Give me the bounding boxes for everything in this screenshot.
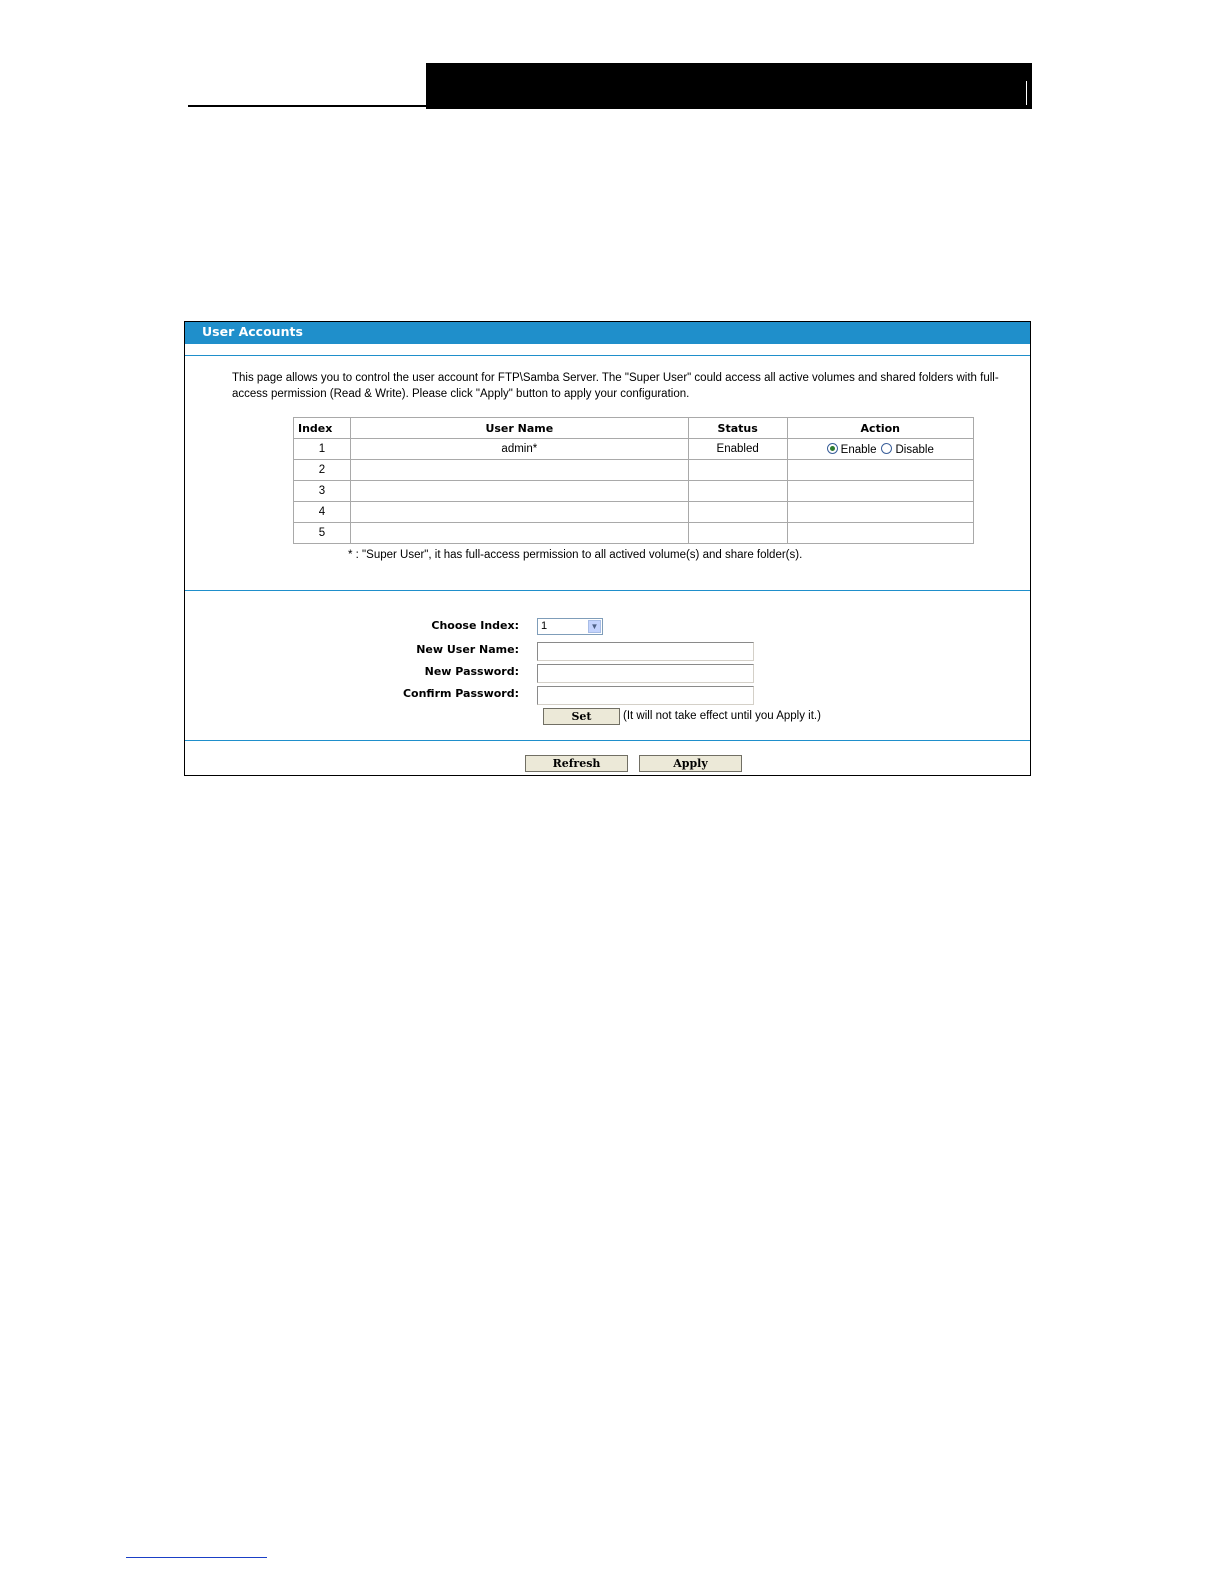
row-index: 4 [294, 502, 351, 523]
confirm-password-label: Confirm Password: [402, 687, 519, 700]
row-action [787, 439, 973, 460]
set-note: (It will not take effect until you Apply it.) [623, 710, 821, 722]
row-action [787, 502, 973, 523]
table-row [294, 502, 974, 523]
table-row [294, 523, 974, 544]
header-action: Action [787, 418, 973, 439]
divider-middle [185, 590, 1030, 591]
row-user-name [350, 502, 688, 523]
choose-index-value: 1 [541, 620, 548, 632]
row-action [787, 460, 973, 481]
intro-text: This page allows you to control the user account for FTP\Samba Server. The "Super User" could access all active volumes and shared folders with full-access permission (Read & Write). Please click "Apply" button to apply your configuration. [232, 372, 999, 400]
header-user-name: User Name [350, 418, 688, 439]
row-user-name [350, 481, 688, 502]
table-row [294, 481, 974, 502]
choose-index-label: Choose Index: [431, 619, 519, 632]
panel-title: User Accounts [185, 322, 1030, 344]
new-user-name-label: New User Name: [416, 643, 519, 656]
table-row [294, 439, 974, 460]
row-status [688, 523, 787, 544]
doc-footer-rule [126, 1557, 267, 1558]
row-status [688, 460, 787, 481]
row-status: Enabled [688, 439, 787, 460]
doc-header-bar-edge [1026, 81, 1027, 105]
enable-label: Enable [840, 443, 877, 456]
row-user-name: admin* [350, 439, 688, 460]
user-accounts-panel [184, 321, 1031, 776]
row-index: 2 [294, 460, 351, 481]
header-status: Status [688, 418, 787, 439]
chevron-down-icon[interactable]: ▼ [588, 620, 601, 633]
disable-label: Disable [895, 443, 934, 456]
row-index: 5 [294, 523, 351, 544]
row-status [688, 502, 787, 523]
doc-header-bar [426, 63, 1032, 109]
row-user-name [350, 523, 688, 544]
divider-top [185, 355, 1030, 356]
confirm-password-input[interactable] [537, 686, 754, 705]
disable-radio[interactable] [881, 443, 892, 454]
new-password-label: New Password: [424, 665, 519, 678]
super-user-footnote: * : "Super User", it has full-access permission to all actived volume(s) and share folder(s). [348, 549, 803, 561]
row-action [787, 523, 973, 544]
table-row [294, 460, 974, 481]
divider-bottom [185, 740, 1030, 741]
row-status [688, 481, 787, 502]
enable-radio[interactable] [827, 443, 838, 454]
doc-header-rule [188, 105, 428, 107]
row-action [787, 481, 973, 502]
row-user-name [350, 460, 688, 481]
apply-button[interactable]: Apply [639, 755, 742, 772]
refresh-button[interactable]: Refresh [525, 755, 628, 772]
set-button[interactable]: Set [543, 708, 620, 725]
table-header-row [294, 418, 974, 439]
row-index: 1 [294, 439, 351, 460]
header-index: Index [294, 418, 351, 439]
new-password-input[interactable] [537, 664, 754, 683]
user-accounts-table [293, 417, 974, 544]
row-index: 3 [294, 481, 351, 502]
choose-index-select[interactable] [537, 618, 603, 635]
new-user-name-input[interactable] [537, 642, 754, 661]
